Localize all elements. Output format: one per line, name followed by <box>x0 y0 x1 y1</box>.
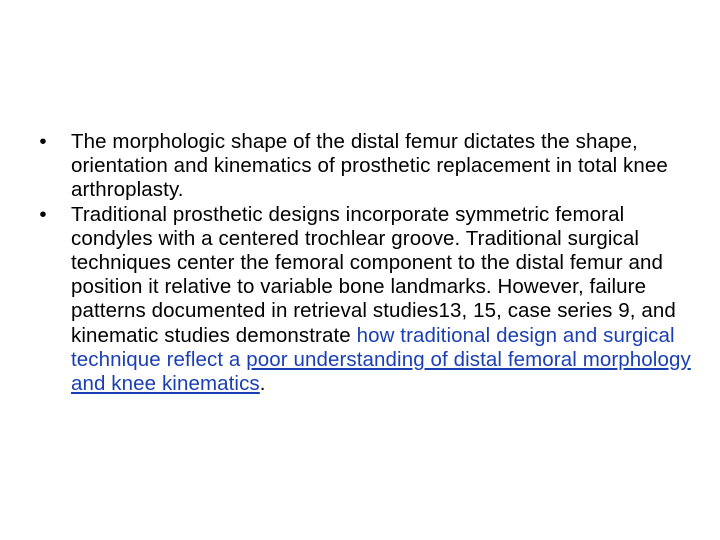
underlined-link[interactable]: poor understanding of distal femoral morphology and knee kinematics <box>71 347 691 396</box>
bullet-text-2: Traditional prosthetic designs incorporate symmetric femoral condyles with a centered trochlear groove. Traditional surgical techniques center the femoral component to the distal femur and position it relative to variable bone landmarks. However, failure patterns documented in retrieval studies13, 15, case series 9, and kinematic studies demonstrate <box>71 202 676 347</box>
bullet-item-2 <box>35 203 695 397</box>
bullet-icon: • <box>39 202 47 226</box>
bullet-list <box>35 130 695 396</box>
sentence-end: . <box>259 372 266 396</box>
bullet-item-1 <box>35 130 695 203</box>
highlighted-phrase: how traditional design and surgical technique reflect a <box>71 323 675 371</box>
bullet-text-1: The morphologic shape of the distal femur dictates the shape, orientation and kinematics of prosthetic replacement in total knee arthroplasty. <box>71 130 668 202</box>
bullet-icon: • <box>39 130 47 153</box>
